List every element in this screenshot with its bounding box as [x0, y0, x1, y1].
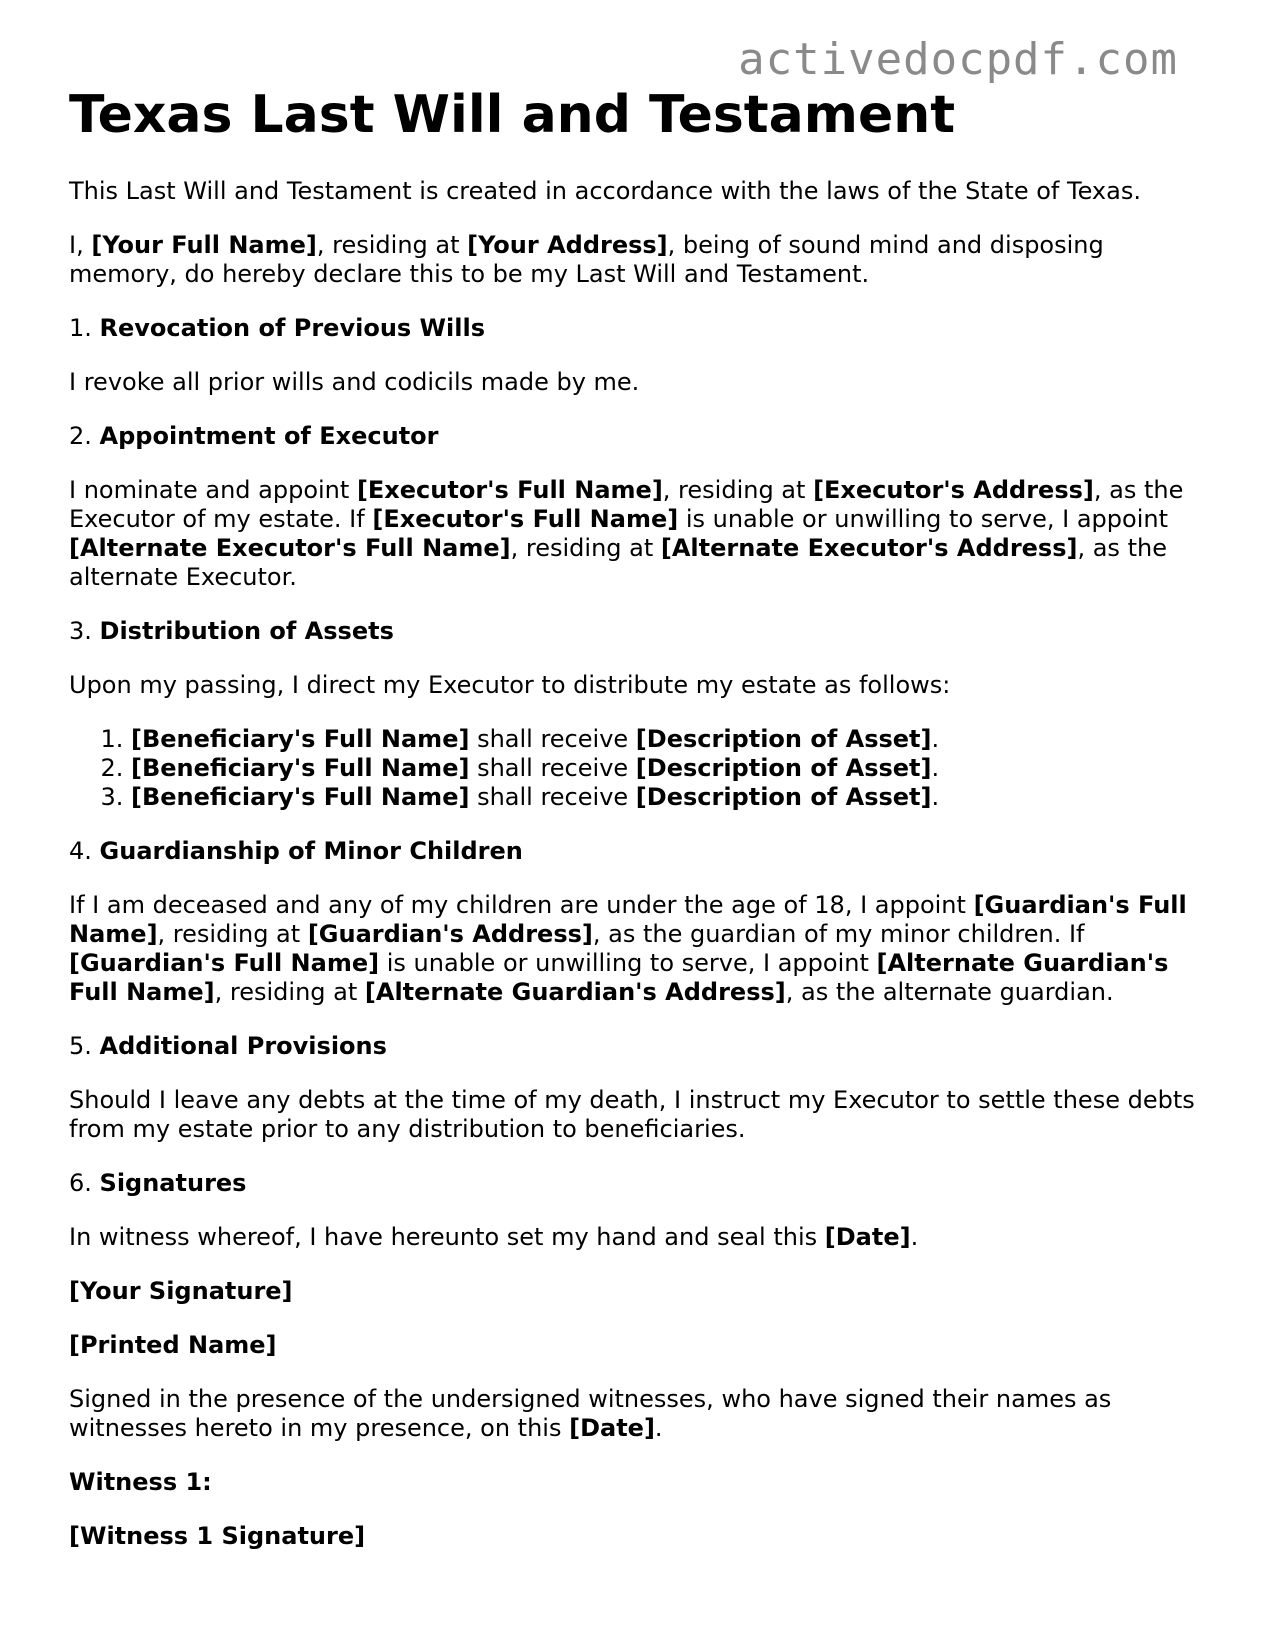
witness-whereof-paragraph: In witness whereof, I have hereunto set my hand and seal this [Date]. [69, 1223, 919, 1251]
section-heading-revocation: 1. Revocation of Previous Wills [69, 314, 485, 342]
printed-name-field: [Printed Name] [69, 1331, 277, 1359]
asset-description-placeholder: [Description of Asset] [635, 783, 932, 811]
beneficiary-name-placeholder: [Beneficiary's Full Name] [131, 783, 470, 811]
date-placeholder: [Date] [569, 1414, 655, 1442]
witness-1-label: Witness 1: [69, 1468, 212, 1496]
document-body [69, 177, 1209, 1576]
asset-description-placeholder: [Description of Asset] [635, 725, 932, 753]
list-item: 1. [Beneficiary's Full Name] shall receive [Description of Asset]. [131, 725, 1209, 754]
beneficiary-name-placeholder: [Beneficiary's Full Name] [131, 725, 470, 753]
revocation-paragraph: I revoke all prior wills and codicils made by me. [69, 368, 640, 396]
alt-executor-name-placeholder: [Alternate Executor's Full Name] [69, 534, 511, 562]
distribution-paragraph: Upon my passing, I direct my Executor to distribute my estate as follows: [69, 671, 951, 699]
testator-name-placeholder: [Your Full Name] [91, 231, 317, 259]
witness-1-signature-field: [Witness 1 Signature] [69, 1522, 366, 1550]
your-signature-field: [Your Signature] [69, 1277, 293, 1305]
beneficiary-list [69, 725, 1209, 812]
section-heading-executor: 2. Appointment of Executor [69, 422, 439, 450]
guardianship-paragraph: If I am deceased and any of my children are under the age of 18, I appoint [Guardian's Full Name], residing at [Guardian's Address], as the guardian of my minor children. If [Guardian's Full Name] is unable or unwilling to serve, I appoint [Alternate Guardian's Full Name], residing at [Alternate Guardian's Address], as the alternate guardian. [69, 891, 1187, 1006]
date-placeholder: [Date] [824, 1223, 911, 1251]
list-item: 3. [Beneficiary's Full Name] shall receive [Description of Asset]. [131, 783, 1209, 812]
alt-guardian-address-placeholder: [Alternate Guardian's Address] [364, 978, 786, 1006]
executor-paragraph: I nominate and appoint [Executor's Full Name], residing at [Executor's Address], as the Executor of my estate. If [Executor's Full Name] is unable or unwilling to serve, I appoint [Alternate Executor's Full Name], residing at [Alternate Executor's Address], as the alternate Executor. [69, 476, 1184, 591]
section-heading-distribution: 3. Distribution of Assets [69, 617, 394, 645]
declaration-paragraph: I, [Your Full Name], residing at [Your Address], being of sound mind and disposing memory, do hereby declare this to be my Last Will and Testament. [69, 231, 1104, 288]
beneficiary-name-placeholder: [Beneficiary's Full Name] [131, 754, 470, 782]
guardian-name-placeholder: [Guardian's Full Name] [69, 949, 380, 977]
asset-description-placeholder: [Description of Asset] [635, 754, 932, 782]
guardian-name-placeholder: [Guardian's Full Name] [69, 891, 1187, 948]
alt-executor-address-placeholder: [Alternate Executor's Address] [660, 534, 1078, 562]
section-heading-signatures: 6. Signatures [69, 1169, 247, 1197]
section-heading-provisions: 5. Additional Provisions [69, 1032, 387, 1060]
watermark: activedocpdf.com [738, 34, 1178, 85]
executor-name-placeholder: [Executor's Full Name] [356, 476, 663, 504]
document-title: Texas Last Will and Testament [69, 85, 956, 145]
alt-guardian-name-placeholder: [Alternate Guardian's Full Name] [69, 949, 1169, 1006]
executor-address-placeholder: [Executor's Address] [813, 476, 1094, 504]
witness-presence-paragraph: Signed in the presence of the undersigned witnesses, who have signed their names as witnesses hereto in my presence, on this [Date]. [69, 1385, 1112, 1442]
executor-name-placeholder: [Executor's Full Name] [372, 505, 679, 533]
guardian-address-placeholder: [Guardian's Address] [307, 920, 593, 948]
list-item: 2. [Beneficiary's Full Name] shall receive [Description of Asset]. [131, 754, 1209, 783]
testator-address-placeholder: [Your Address] [467, 231, 668, 259]
provisions-paragraph: Should I leave any debts at the time of my death, I instruct my Executor to settle these debts from my estate prior to any distribution to beneficiaries. [69, 1086, 1195, 1143]
intro-paragraph: This Last Will and Testament is created in accordance with the laws of the State of Texas. [69, 177, 1141, 205]
section-heading-guardianship: 4. Guardianship of Minor Children [69, 837, 523, 865]
